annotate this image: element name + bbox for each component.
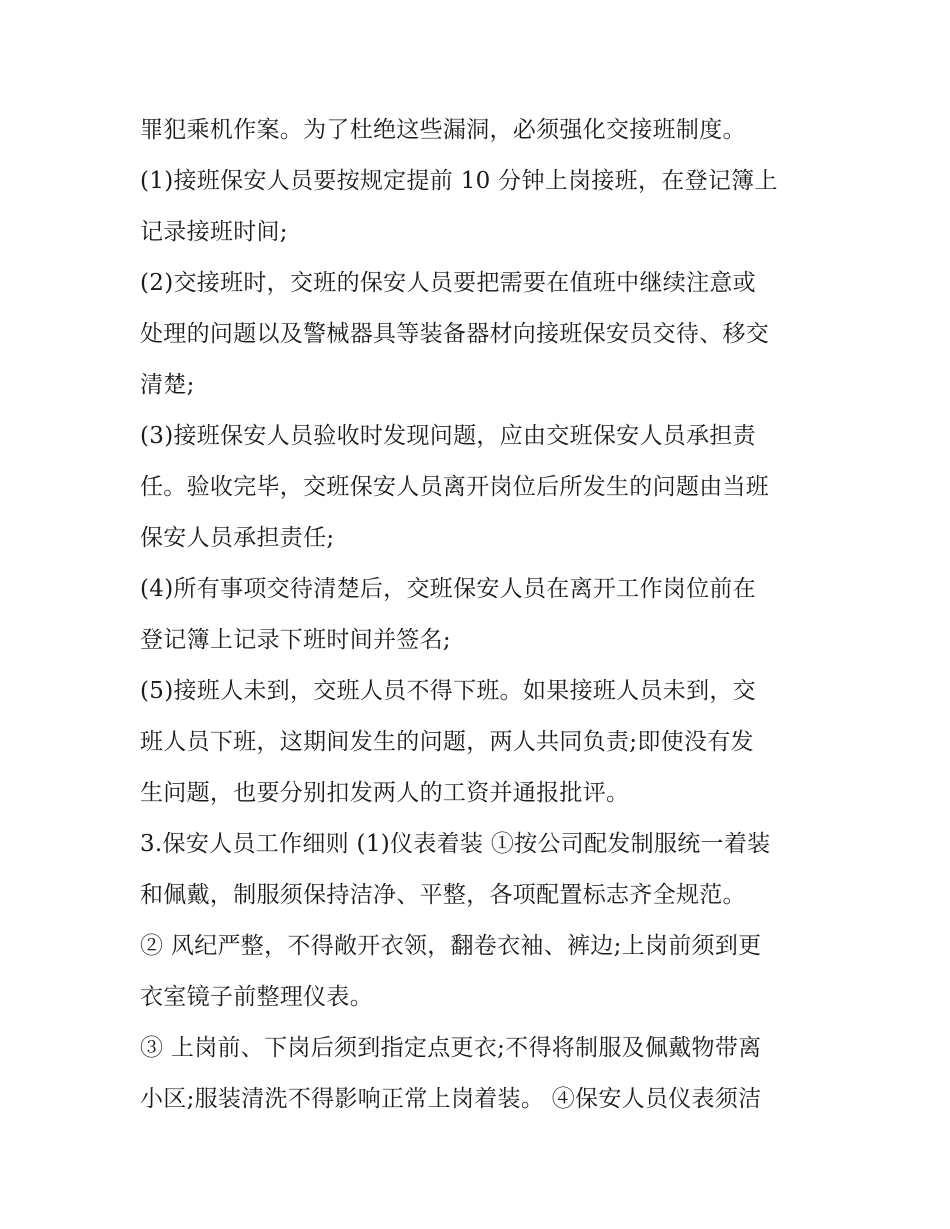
- text-line: 生问题，也要分别扣发两人的工资并通报批评。: [140, 780, 630, 806]
- text-line: 班人员下班，这期间发生的问题，两人共同负责;即使没有发: [140, 729, 754, 755]
- body-text: [140, 105, 820, 1125]
- text-line: (4)所有事项交待清楚后，交班保安人员在离开工作岗位前在: [140, 576, 756, 602]
- text-line: ③ 上岗前、下岗后须到指定点更衣;不得将制服及佩戴物带离: [140, 1035, 762, 1061]
- text-line: 3.保安人员工作细则 (1)仪表着装 ①按公司配发制服统一着装: [140, 831, 771, 857]
- text-line: ② 风纪严整，不得敞开衣领，翻卷衣袖、裤边;上岗前须到更: [140, 933, 762, 959]
- text-line: 小区;服装清洗不得影响正常上岗着装。 ④保安人员仪表须洁: [140, 1086, 762, 1112]
- text-line: 记录接班时间;: [140, 219, 288, 245]
- text-line: 登记簿上记录下班时间并签名;: [140, 627, 451, 653]
- text-line: 罪犯乘机作案。为了杜绝这些漏洞，必须强化交接班制度。: [140, 117, 746, 143]
- text-line: 保安人员承担责任;: [140, 525, 335, 551]
- text-line: (5)接班人未到，交班人员不得下班。如果接班人员未到，交: [140, 678, 756, 704]
- text-line: 任。验收完毕，交班保安人员离开岗位后所发生的问题由当班: [140, 474, 770, 500]
- text-line: 清楚;: [140, 372, 195, 398]
- text-line: 处理的问题以及警械器具等装备器材向接班保安员交待、移交: [140, 321, 770, 347]
- text-line: (2)交接班时，交班的保安人员要把需要在值班中继续注意或: [140, 270, 756, 296]
- text-line: (3)接班保安人员验收时发现问题，应由交班保安人员承担责: [140, 423, 756, 449]
- text-line: (1)接班保安人员要按规定提前 10 分钟上岗接班，在登记簿上: [140, 168, 778, 194]
- text-line: 衣室镜子前整理仪表。: [140, 984, 373, 1010]
- text-line: 和佩戴，制服须保持洁净、平整，各项配置标志齐全规范。: [140, 882, 746, 908]
